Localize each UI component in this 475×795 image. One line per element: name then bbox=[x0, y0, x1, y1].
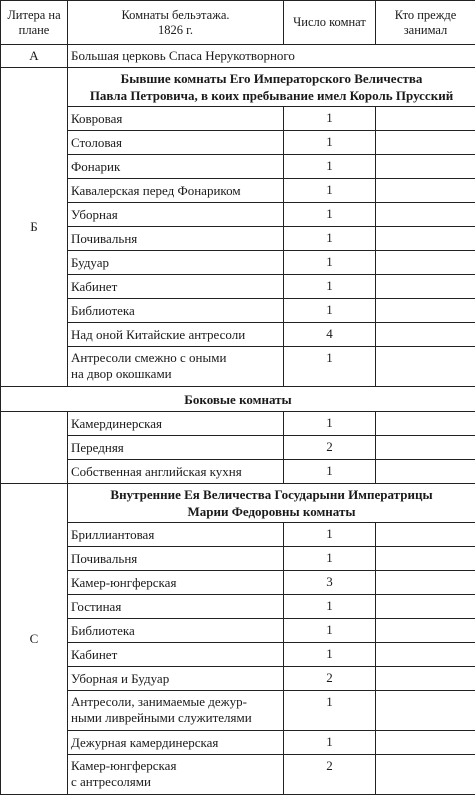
room-name bbox=[68, 347, 284, 387]
header-letter: Литера на плане bbox=[1, 1, 68, 45]
prev-occupant-cell bbox=[376, 667, 475, 691]
room-name bbox=[68, 755, 284, 795]
table-row bbox=[1, 643, 475, 667]
room-name: Библиотека bbox=[68, 299, 284, 323]
room-name bbox=[68, 691, 284, 731]
side-rooms-heading: Боковые комнаты bbox=[1, 387, 475, 412]
room-name-line1: Антресоли смежно с оными bbox=[71, 350, 226, 365]
room-name: Камердинерская bbox=[68, 412, 284, 436]
table-row bbox=[1, 619, 475, 643]
prev-occupant-cell bbox=[376, 203, 475, 227]
prev-occupant-cell bbox=[376, 227, 475, 251]
room-name: Библиотека bbox=[68, 619, 284, 643]
letter-b: Б bbox=[1, 68, 68, 387]
room-name: Гостиная bbox=[68, 595, 284, 619]
room-count: 1 bbox=[284, 107, 376, 131]
section-heading-b bbox=[68, 68, 475, 107]
room-count: 1 bbox=[284, 347, 376, 387]
church-name: Большая церковь Спаса Нерукотворного bbox=[68, 45, 475, 68]
room-count: 1 bbox=[284, 275, 376, 299]
room-name: Почивальня bbox=[68, 227, 284, 251]
room-count: 2 bbox=[284, 667, 376, 691]
room-count: 1 bbox=[284, 731, 376, 755]
room-name: Бриллиантовая bbox=[68, 523, 284, 547]
heading-b-line1: Бывшие комнаты Его Императорского Величества bbox=[121, 71, 423, 86]
table-row bbox=[1, 323, 475, 347]
room-count: 1 bbox=[284, 691, 376, 731]
prev-occupant-cell bbox=[376, 643, 475, 667]
room-name: Кабинет bbox=[68, 275, 284, 299]
room-count: 2 bbox=[284, 755, 376, 795]
room-name: Над оной Китайские антресоли bbox=[68, 323, 284, 347]
table-row bbox=[1, 107, 475, 131]
table-row bbox=[1, 251, 475, 275]
header-rooms-year: 1826 г. bbox=[158, 23, 193, 37]
table-row bbox=[1, 131, 475, 155]
room-count: 1 bbox=[284, 131, 376, 155]
room-count: 1 bbox=[284, 643, 376, 667]
room-count: 3 bbox=[284, 571, 376, 595]
section-heading-row bbox=[1, 484, 475, 523]
room-name: Столовая bbox=[68, 131, 284, 155]
prev-occupant-cell bbox=[376, 179, 475, 203]
room-count: 1 bbox=[284, 595, 376, 619]
room-name: Кабинет bbox=[68, 643, 284, 667]
prev-occupant-cell bbox=[376, 155, 475, 179]
room-count: 1 bbox=[284, 203, 376, 227]
table-row bbox=[1, 595, 475, 619]
header-prev-occupant: Кто прежде занимал bbox=[376, 1, 475, 45]
room-name: Передняя bbox=[68, 436, 284, 460]
letter-a: А bbox=[1, 45, 68, 68]
table-row bbox=[1, 571, 475, 595]
room-name: Собственная английская кухня bbox=[68, 460, 284, 484]
room-count: 4 bbox=[284, 323, 376, 347]
room-count: 1 bbox=[284, 179, 376, 203]
room-name: Дежурная камердинерская bbox=[68, 731, 284, 755]
table-row bbox=[1, 203, 475, 227]
prev-occupant-cell bbox=[376, 731, 475, 755]
room-name: Фонарик bbox=[68, 155, 284, 179]
room-count: 1 bbox=[284, 299, 376, 323]
header-count: Число комнат bbox=[284, 1, 376, 45]
heading-c-line2: Марии Федоровны комнаты bbox=[187, 504, 355, 519]
prev-occupant-cell bbox=[376, 107, 475, 131]
prev-occupant-cell bbox=[376, 523, 475, 547]
prev-occupant-cell bbox=[376, 347, 475, 387]
prev-occupant-cell bbox=[376, 323, 475, 347]
header-row bbox=[1, 1, 475, 45]
room-count: 1 bbox=[284, 227, 376, 251]
table-row bbox=[1, 227, 475, 251]
header-rooms-title: Комнаты бельэтажа. bbox=[121, 8, 229, 22]
room-name-line2: ными ливрейными служителями bbox=[71, 710, 252, 725]
room-name: Кавалерская перед Фонариком bbox=[68, 179, 284, 203]
room-name-line1: Антресоли, занимаемые дежур- bbox=[71, 694, 247, 709]
table-row bbox=[1, 667, 475, 691]
room-count: 1 bbox=[284, 412, 376, 436]
table-row bbox=[1, 547, 475, 571]
section-heading-row bbox=[1, 68, 475, 107]
room-count: 1 bbox=[284, 460, 376, 484]
prev-occupant-cell bbox=[376, 691, 475, 731]
prev-occupant-cell bbox=[376, 131, 475, 155]
letter-empty bbox=[1, 412, 68, 484]
table-row bbox=[1, 275, 475, 299]
prev-occupant-cell bbox=[376, 299, 475, 323]
room-count: 1 bbox=[284, 619, 376, 643]
prev-occupant-cell bbox=[376, 547, 475, 571]
header-rooms bbox=[68, 1, 284, 45]
prev-occupant-cell bbox=[376, 619, 475, 643]
room-count: 1 bbox=[284, 155, 376, 179]
table-row bbox=[1, 45, 475, 68]
room-name-line2: на двор окошками bbox=[71, 366, 172, 381]
table-row bbox=[1, 523, 475, 547]
section-heading-c bbox=[68, 484, 475, 523]
prev-occupant-cell bbox=[376, 412, 475, 436]
room-name: Ковровая bbox=[68, 107, 284, 131]
table-row bbox=[1, 179, 475, 203]
heading-c-line1: Внутренние Ея Величества Государыни Императрицы bbox=[110, 487, 432, 502]
table-row bbox=[1, 347, 475, 387]
table-row bbox=[1, 691, 475, 731]
room-count: 1 bbox=[284, 547, 376, 571]
section-heading-row bbox=[1, 387, 475, 412]
table-row bbox=[1, 460, 475, 484]
table-row bbox=[1, 755, 475, 795]
table-row bbox=[1, 412, 475, 436]
table-row bbox=[1, 731, 475, 755]
room-name: Уборная и Будуар bbox=[68, 667, 284, 691]
room-name-line1: Камер-юнгферская bbox=[71, 758, 176, 773]
prev-occupant-cell bbox=[376, 275, 475, 299]
prev-occupant-cell bbox=[376, 755, 475, 795]
room-name: Камер-юнгферская bbox=[68, 571, 284, 595]
table-row bbox=[1, 436, 475, 460]
room-name: Уборная bbox=[68, 203, 284, 227]
room-count: 1 bbox=[284, 523, 376, 547]
heading-b-line2: Павла Петровича, в коих пребывание имел Король Прусский bbox=[90, 88, 453, 103]
prev-occupant-cell bbox=[376, 595, 475, 619]
room-count: 2 bbox=[284, 436, 376, 460]
prev-occupant-cell bbox=[376, 251, 475, 275]
room-count: 1 bbox=[284, 251, 376, 275]
room-name: Почивальня bbox=[68, 547, 284, 571]
letter-c: С bbox=[1, 484, 68, 795]
prev-occupant-cell bbox=[376, 571, 475, 595]
room-name: Будуар bbox=[68, 251, 284, 275]
prev-occupant-cell bbox=[376, 436, 475, 460]
table-row bbox=[1, 299, 475, 323]
prev-occupant-cell bbox=[376, 460, 475, 484]
room-name-line2: с антресолями bbox=[71, 774, 151, 789]
table-row bbox=[1, 155, 475, 179]
